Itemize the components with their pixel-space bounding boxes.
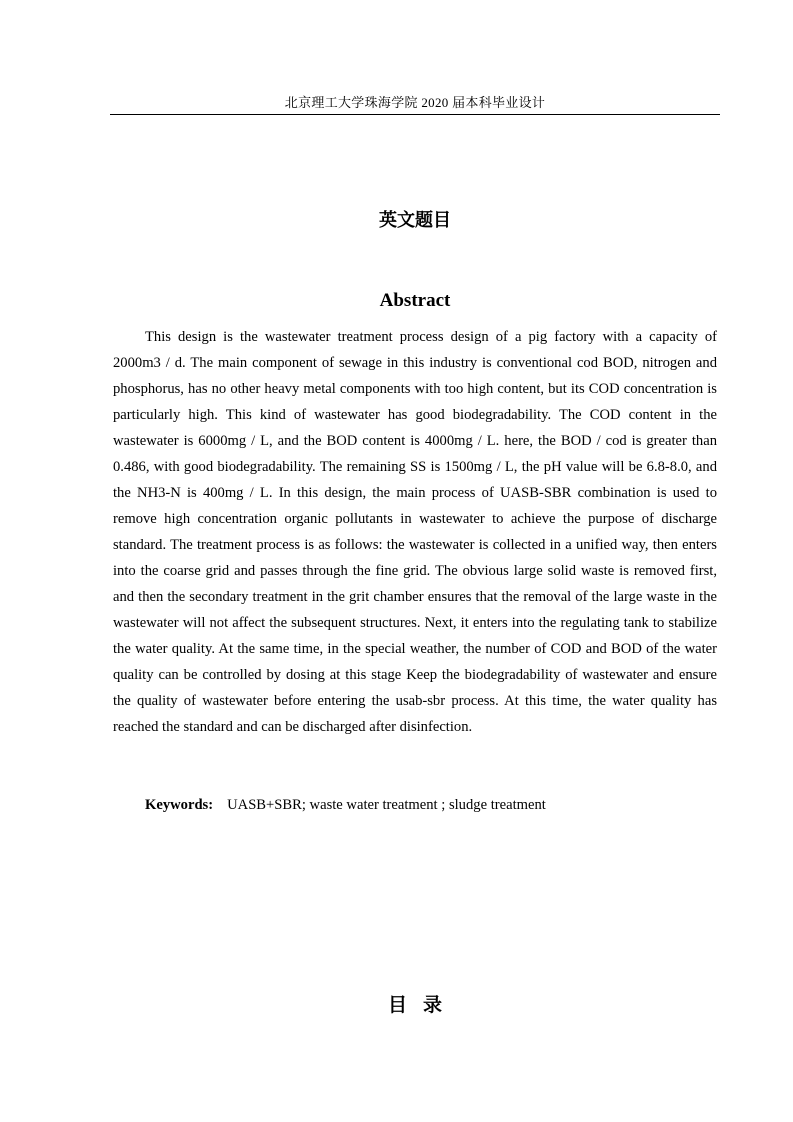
- keywords-value: UASB+SBR; waste water treatment ; sludge treatment: [227, 797, 546, 813]
- abstract-paragraph: This design is the wastewater treatment process design of a pig factory with a capacity of 2000m3 / d. The main component of sewage in this industry is conventional cod BOD, nitrogen and phosphorus, has no other heavy metal components with too high content, but its COD concentration is particularly high. This kind of wastewater has good biodegradability. The COD content in the wastewater is 6000mg / L, and the BOD content is 4000mg / L. here, the BOD / cod is greater than 0.486, with good biodegradability. The remaining SS is 1500mg / L, the pH value will be 6.8-8.0, and the NH3-N is 400mg / L. In this design, the main process of UASB-SBR combination is used to remove high concentration organic pollutants in wastewater to achieve the purpose of discharge standard. The treatment process is as follows: the wastewater is collected in a unified way, then enters into the coarse grid and passes through the fine grid. The obvious large solid waste is removed first, and then the secondary treatment in the grit chamber ensures that the removal of the large waste in the wastewater will not affect the subsequent structures. Next, it enters into the regulating tank to stabilize the water quality. At the same time, in the special weather, the number of COD and BOD of the water quality can be controlled by dosing at this stage Keep the biodegradability of wastewater and ensure the quality of wastewater before entering the usab-sbr process. At this time, the water quality has reached the standard and can be discharged after disinfection.: [113, 329, 717, 735]
- keywords-line: [145, 794, 705, 816]
- header-divider: [110, 114, 720, 115]
- keywords-label: Keywords:: [145, 797, 214, 813]
- abstract-heading: Abstract: [379, 290, 451, 311]
- table-of-contents-heading: 目录: [387, 994, 458, 1016]
- english-title-heading: 英文题目: [379, 210, 451, 231]
- running-header: 北京理工大学珠海学院 2020 届本科毕业设计: [284, 95, 546, 110]
